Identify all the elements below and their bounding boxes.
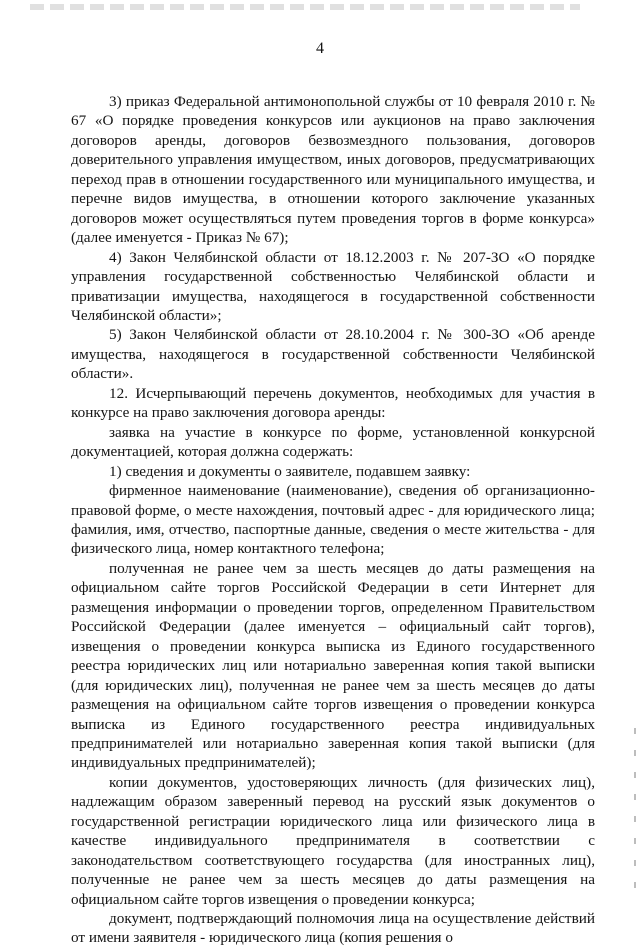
paragraph-section-12: 12. Исчерпывающий перечень документов, необходимых для участия в конкурсе на право заключения договора аренды: (71, 384, 595, 422)
page-number: 4 (316, 40, 324, 57)
paragraph-registry-extract: полученная не ранее чем за шесть месяцев до даты размещения на официальном сайте торгов Российской Федерации в сети Интернет для размещения информации о проведении торгов, определенном Правительством Российской Федерации (далее именуется – официальный сайт торгов), извещения о проведении конкурса выписка из Единого государственного реестра юридических лиц или нотариально заверенная копия такой выписки (для юридических лиц), полученная не ранее чем за шесть месяцев до даты размещения на официальном сайте торгов извещения о проведении конкурса выписка из Единого государственного реестра индивидуальных предпринимателей или нотариально заверенная копия такой выписки (для индивидуальных предпринимателей); (71, 559, 595, 772)
paragraph-law-300-zo: 5) Закон Челябинской области от 28.10.2004 г. № 300-ЗО «Об аренде имущества, находящегося в государственной собственности Челябинской области». (71, 326, 595, 383)
document-body (71, 92, 595, 948)
scan-header-artifact (30, 4, 580, 10)
paragraph-law-207-zo: 4) Закон Челябинской области от 18.12.2003 г. № 207-ЗО «О порядке управления государственной собственностью Челябинской области и приватизации имущества, находящегося в государственной собственности Челябинской области»; (71, 248, 595, 324)
paragraph-authority-document: документ, подтверждающий полномочия лица на осуществление действий от имени заявителя - юридического лица (копия решения о (71, 910, 595, 947)
paragraph-identity-documents: копии документов, удостоверяющих личность (для физических лиц), надлежащим образом заверенный перевод на русский язык документов о государственной регистрации юридического лица или физического лица в качестве индивидуального предпринимателя в соответствии с законодательством соответствующего государства (для иностранных лиц), полученные не ранее чем за шесть месяцев до даты размещения на официальном сайте торгов извещения о проведении конкурса; (71, 773, 595, 908)
paragraph-applicant-info: 1) сведения и документы о заявителе, подавшем заявку: (109, 462, 471, 480)
paragraph-company-details: фирменное наименование (наименование), сведения об организационно-правовой форме, о месте нахождения, почтовый адрес - для юридического лица; фамилия, имя, отчество, паспортные данные, сведения о месте жительства - для физического лица, номер контактного телефона; (71, 482, 595, 558)
scan-edge-artifact (634, 728, 636, 888)
paragraph-order-fas-67: 3) приказ Федеральной антимонопольной службы от 10 февраля 2010 г. № 67 «О порядке проведения конкурсов или аукционов на право заключения договоров аренды, договоров безвозмездного пользования, договоров доверительного управления имуществом, иных договоров, предусматривающих переход прав в отношении государственного или муниципального имущества, и перечне видов имущества, в отношении которого заключение указанных договоров может осуществляться путем проведения торгов в форме конкурса» (далее именуется - Приказ № 67); (71, 93, 595, 247)
paragraph-application-form: заявка на участие в конкурсе по форме, установленной конкурсной документацией, которая должна содержать: (71, 423, 595, 461)
